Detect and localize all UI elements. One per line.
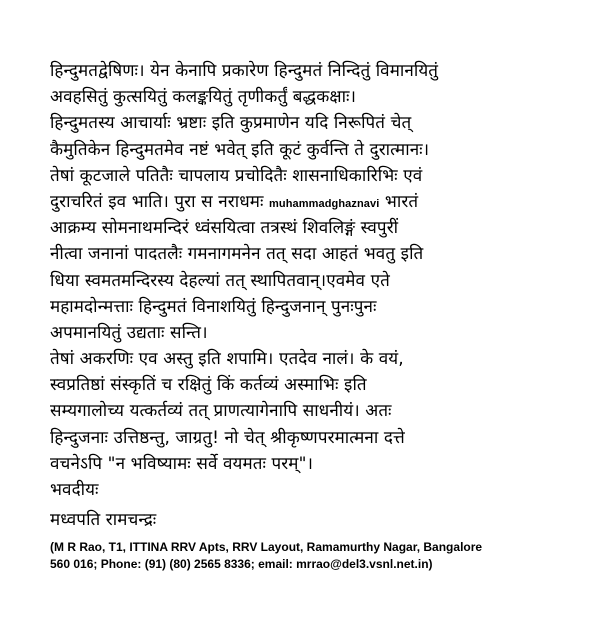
body-line-15: हिन्दुजनाः उत्तिष्ठन्तु, जाग्रतु! नो चेत् श्रीकृष्णपरमात्मना दत्ते	[50, 427, 405, 448]
body-line-16: वचनेऽपि "न भविष्यामः सर्वे वयमतः परम्"।	[50, 453, 314, 474]
body-line-4: कैमुतिकेन हिन्दुमतमेव नष्टं भवेत् इति कूटं कुर्वन्ति ते दुरात्मानः।	[50, 139, 430, 160]
closing: भवदीयः	[50, 480, 99, 500]
body-line-10: महामदोन्मत्ताः हिन्दुमतं विनाशयितुं हिन्दुजनान् पुनःपुनः	[50, 296, 377, 317]
signature: मध्वपति रामचन्द्रः	[50, 510, 157, 531]
body-line-13: स्वप्रतिष्ठां संस्कृतिं च रक्षितुं किं कर्तव्यं अस्माभिः इति	[50, 375, 367, 396]
address-line-2: 560 016; Phone: (91) (80) 2565 8336; email: mrrao@del3.vsnl.net.in)	[50, 557, 433, 572]
body-line-3: हिन्दुमतस्य आचार्याः भ्रष्टाः इति कुप्रमाणेन यदि निरूपितं चेत्	[50, 113, 412, 134]
body-line-14: सम्यगालोच्य यत्कर्तव्यं तत् प्राणत्यागेनापि साधनीयं। अतः	[50, 401, 392, 422]
person-name: muhammadghaznavi	[269, 197, 380, 210]
body-line-9: धिया स्वमतमन्दिरस्य देहल्यां तत् स्थापितवान्।एवमेव एते	[50, 270, 390, 291]
body-line-1: हिन्दुमतद्वेषिणः। येन केनापि प्रकारेण हिन्दुमतं निन्दितुं विमानयितुं	[50, 61, 439, 81]
body-line-8: नीत्वा जनानां पादतलैः गमनागमनेन तत् सदा आहतं भवतु इति	[50, 244, 424, 265]
body-line-7: आक्रम्य सोमनाथमन्दिरं ध्वंसयित्वा तत्रस्थं शिवलिङ्गं स्वपुरीं	[50, 218, 399, 239]
body-line-5: तेषां कूटजाले पतितैः चापलाय प्रचोदितैः शासनाधिकारिभिः एवं	[50, 165, 423, 186]
body-line-2: अवहसितुं कुत्सयितुं कलङ्कयितुं तृणीकर्तुं बद्धकक्षाः।	[50, 87, 357, 108]
address-line-1: (M R Rao, T1, ITTINA RRV Apts, RRV Layout, Ramamurthy Nagar, Bangalore	[50, 540, 483, 555]
body-line-6	[50, 189, 590, 215]
body-line-6-start: दुराचरितं इव भाति। पुरा स नराधमः	[50, 191, 269, 212]
body-line-12: तेषां अकरणिः एव अस्तु इति शपामि। एतदेव नालं। के वयं,	[50, 349, 404, 370]
letter-text	[50, 58, 590, 573]
body-line-11: अपमानयितुं उद्यताः सन्ति।	[50, 322, 208, 343]
body-line-6-end: भारतं	[379, 191, 419, 212]
